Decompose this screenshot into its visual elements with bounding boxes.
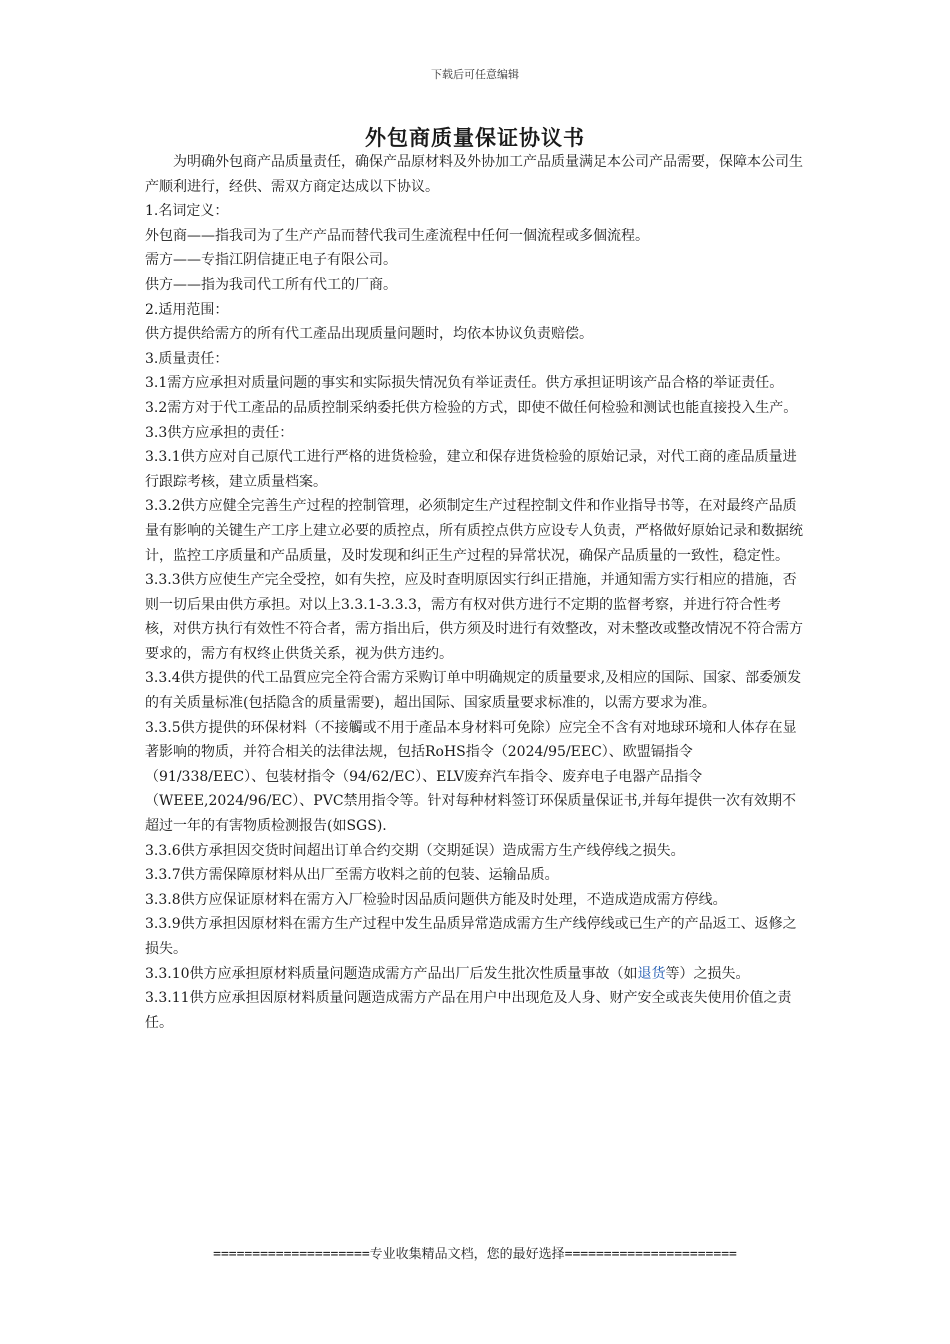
- clause-3-3-6: 3.3.6供方承担因交货时间超出订单合约交期（交期延误）造成需方生产线停线之损失。: [145, 842, 685, 859]
- clause-3-3-2: 3.3.2供方应健全完善生产过程的控制管理，必须制定生产过程控制文件和作业指导书等，在对最终产品质量有影响的关键生产工序上建立必要的质控点，所有质控点供方应设专人负责，严格做好原始记录和数据统计，监控工序质量和产品质量，及时发现和纠正生产过程的异常状况，确保产品质量的一致性，稳定性。: [145, 498, 803, 564]
- intro-paragraph: 为明确外包商产品质量责任，确保产品原材料及外协加工产品质量满足本公司产品需要，保障本公司生产顺利进行，经供、需双方商定达成以下协议。: [145, 154, 803, 195]
- clause-3-3: 3.3供方应承担的责任：: [145, 424, 294, 441]
- section-heading-definitions: 1.名词定义：: [145, 203, 229, 220]
- definition-outsourcer: 外包商——指我司为了生产产品而替代我司生產流程中任何一個流程或多個流程。: [145, 227, 649, 244]
- return-goods-link[interactable]: 退货: [637, 965, 666, 982]
- clause-3-3-5: 3.3.5供方提供的环保材料（不接觸或不用于產品本身材料可免除）应完全不含有对地球环境和人体存在显著影响的物质，并符合相关的法律法规，包括RoHS指令（2024/95/EEC）、欧盟镉指令（91/338/EEC）、包装材指令（94/62/EC）、ELV废弃汽车指令、废弃电子电器产品指令（WEEE,2024/96/EC）、PVC禁用指令等。针对每种材料签订环保质量保证书,并每年提供一次有效期不超过一年的有害物质检测报告(如SGS).: [145, 719, 797, 835]
- clause-3-3-11: 3.3.11供方应承担因原材料质量问题造成需方产品在用户中出现危及人身、财产安全或丧失使用价值之责任。: [145, 990, 792, 1031]
- scope-paragraph: 供方提供给需方的所有代工產品出现质量问题时，均依本协议负责赔偿。: [145, 326, 593, 343]
- definition-supplier: 供方——指为我司代工所有代工的厂商。: [145, 276, 397, 293]
- footer-banner: ====================专业收集精品文档，您的最好选择======================: [213, 1247, 737, 1262]
- clause-3-3-10-text-before: 3.3.10供方应承担原材料质量问题造成需方产品出厂后发生批次性质量事故（如: [145, 965, 638, 982]
- definition-buyer: 需方——专指江阴信捷正电子有限公司。: [145, 252, 397, 269]
- clause-3-3-3: 3.3.3供方应使生产完全受控，如有失控，应及时查明原因实行纠正措施，并通知需方实行相应的措施，否则一切后果由供方承担。对以上3.3.1-3.3.3，需方有权对供方进行不定期的监督考察，并进行符合性考核，对供方执行有效性不符合者，需方指出后，供方须及时进行有效整改，对未整改或整改情况不符合需方要求的，需方有权终止供货关系，视为供方违约。: [145, 572, 803, 662]
- header-note: 下载后可任意编辑: [431, 68, 519, 81]
- clause-3-3-9: 3.3.9供方承担因原材料在需方生产过程中发生品质异常造成需方生产线停线或已生产的产品返工、返修之损失。: [145, 916, 797, 957]
- clause-3-3-10-text-after: 等）之损失。: [665, 965, 750, 982]
- clause-3-1: 3.1需方应承担对质量问题的事实和实际损失情况负有举证责任。供方承担证明该产品合格的举证责任。: [145, 375, 784, 392]
- clause-3-3-4: 3.3.4供方提供的代工品質应完全符合需方采购订单中明确规定的质量要求,及相应的国际、国家、部委颁发的有关质量标准(包括隐含的质量需要)，超出国际、国家质量要求标准的，以需方要求为准。: [145, 670, 802, 712]
- clause-3-3-10: [145, 962, 805, 987]
- document-title: 外包商质量保证协议书: [365, 125, 585, 150]
- clause-3-3-8: 3.3.8供方应保证原材料在需方入厂检验时因品质问题供方能及时处理，不造成造成需方停线。: [145, 891, 727, 908]
- clause-3-3-1: 3.3.1供方应对自己原代工进行严格的进货检验，建立和保存进货检验的原始记录，对代工商的產品质量进行跟踪考核，建立质量档案。: [145, 449, 797, 490]
- document-body: [145, 150, 805, 1035]
- clause-3-3-7: 3.3.7供方需保障原材料从出厂至需方收料之前的包装、运输品质。: [145, 867, 559, 884]
- section-heading-scope: 2.适用范围：: [145, 301, 229, 318]
- clause-3-2: 3.2需方对于代工產品的品质控制采纳委托供方检验的方式，即使不做任何检验和测试也能直接投入生产。: [145, 399, 798, 416]
- section-heading-responsibility: 3.质量责任：: [145, 350, 229, 367]
